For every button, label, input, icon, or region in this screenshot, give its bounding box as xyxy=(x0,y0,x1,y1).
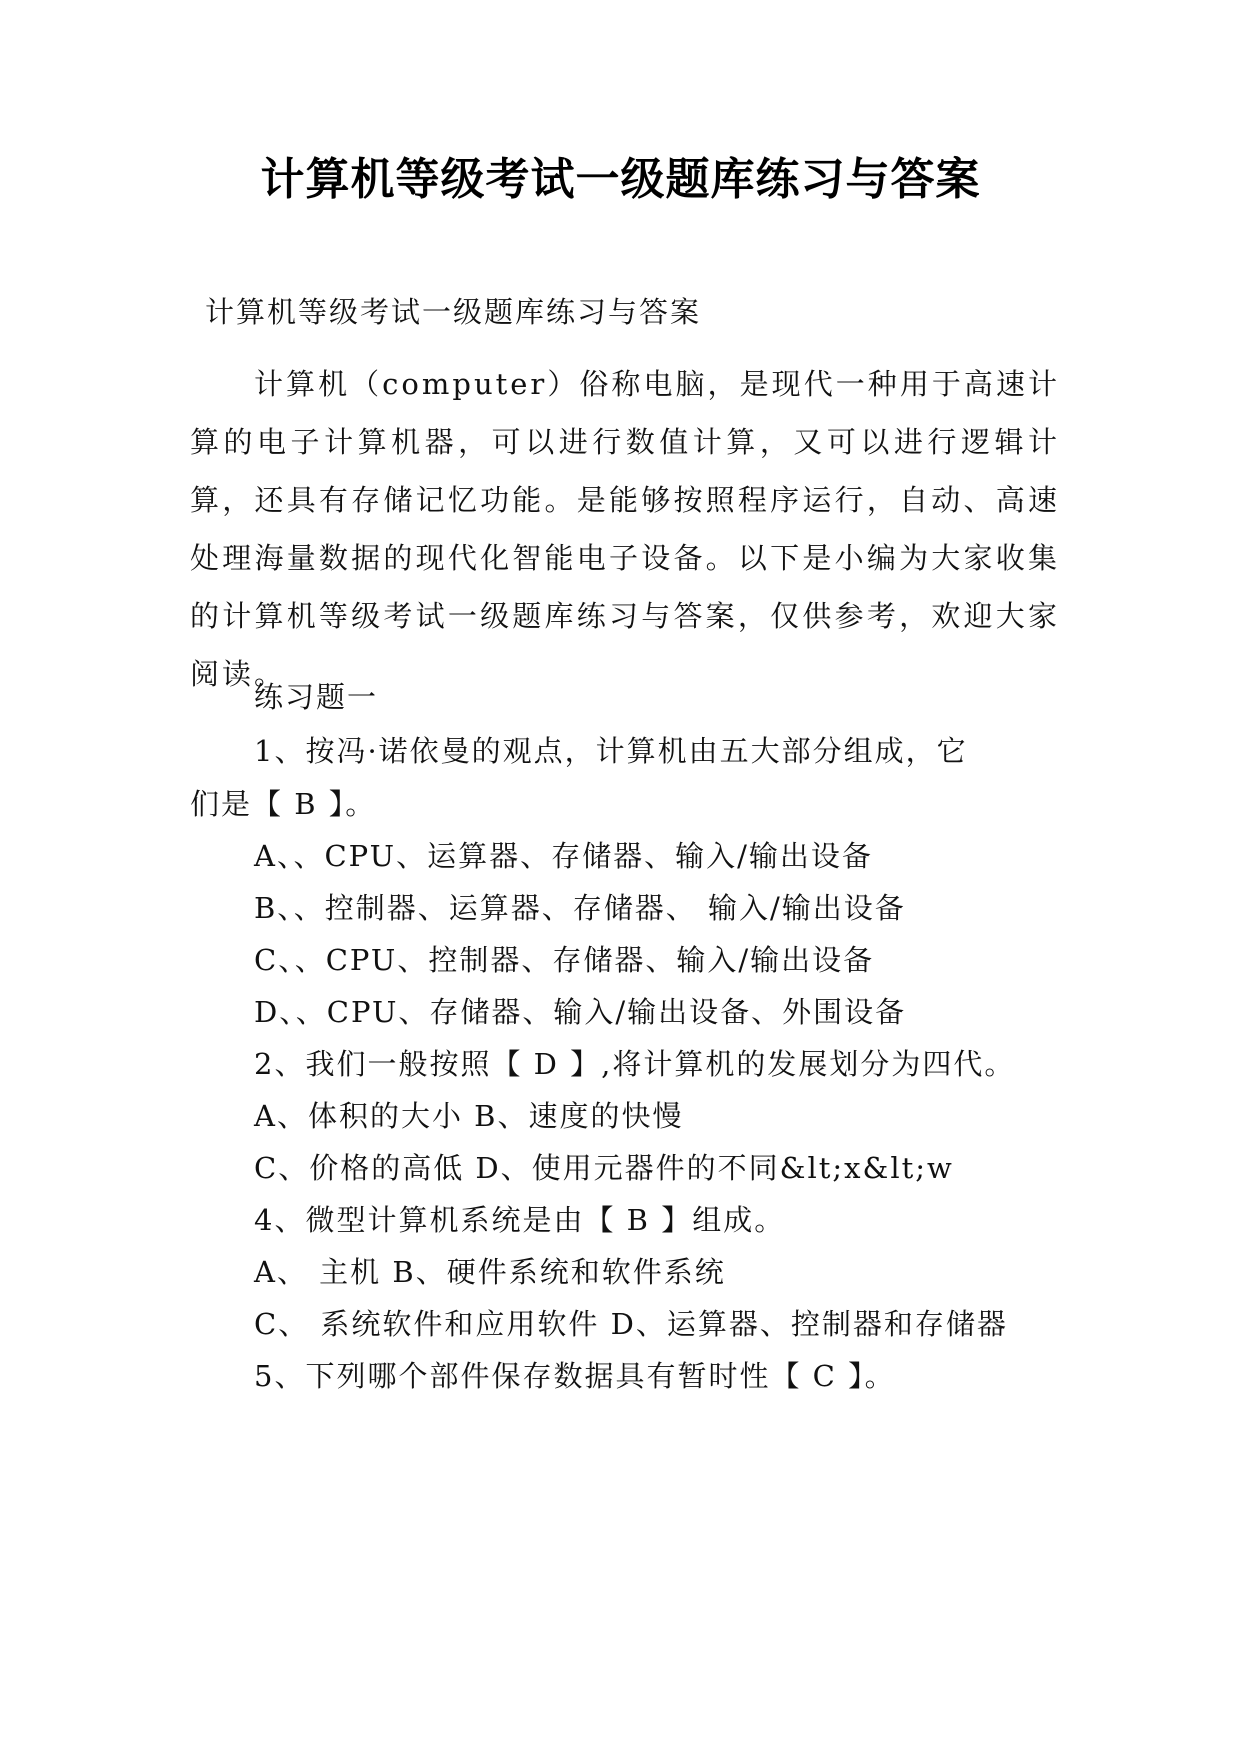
question-1-line-1: 1、按冯·诺依曼的观点，计算机由五大部分组成，它 xyxy=(254,734,968,768)
question-1-option-d: D、、CPU、存储器、输入/输出设备、外围设备 xyxy=(254,995,907,1029)
question-1-option-c: C、、CPU、控制器、存储器、输入/输出设备 xyxy=(254,943,875,977)
document-subtitle: 计算机等级考试一级题库练习与答案 xyxy=(205,295,702,329)
question-1-line-2: 们是【 B 】。 xyxy=(190,787,377,821)
question-5: 5、下列哪个部件保存数据具有暂时性【 C 】。 xyxy=(254,1359,896,1393)
question-2: 2、我们一般按照【 D 】,将计算机的发展划分为四代。 xyxy=(254,1047,1016,1081)
question-4-options-cd: C、 系统软件和应用软件 D、运算器、控制器和存储器 xyxy=(254,1307,1008,1341)
question-1-option-b: B、、控制器、运算器、存储器、 输入/输出设备 xyxy=(254,891,906,925)
intro-paragraph: 计算机（computer）俗称电脑，是现代一种用于高速计算的电子计算机器，可以进行数值计算，又可以进行逻辑计算，还具有存储记忆功能。是能够按照程序运行，自动、高速处理海量数据的现代化智能电子设备。以下是小编为大家收集的计算机等级考试一级题库练习与答案，仅供参考，欢迎大家阅读。 xyxy=(190,367,1060,691)
question-2-options-cd: C、价格的高低 D、使用元器件的不同&lt;x&lt;w xyxy=(254,1151,954,1185)
question-4: 4、微型计算机系统是由【 B 】组成。 xyxy=(254,1203,786,1237)
question-2-options-ab: A、体积的大小 B、速度的快慢 xyxy=(254,1099,684,1133)
document-title: 计算机等级考试一级题库练习与答案 xyxy=(260,154,981,205)
question-4-options-ab: A、 主机 B、硬件系统和软件系统 xyxy=(254,1255,726,1289)
question-1-option-a: A、、CPU、运算器、存储器、输入/输出设备 xyxy=(254,839,873,873)
section-heading: 练习题一 xyxy=(254,680,379,714)
